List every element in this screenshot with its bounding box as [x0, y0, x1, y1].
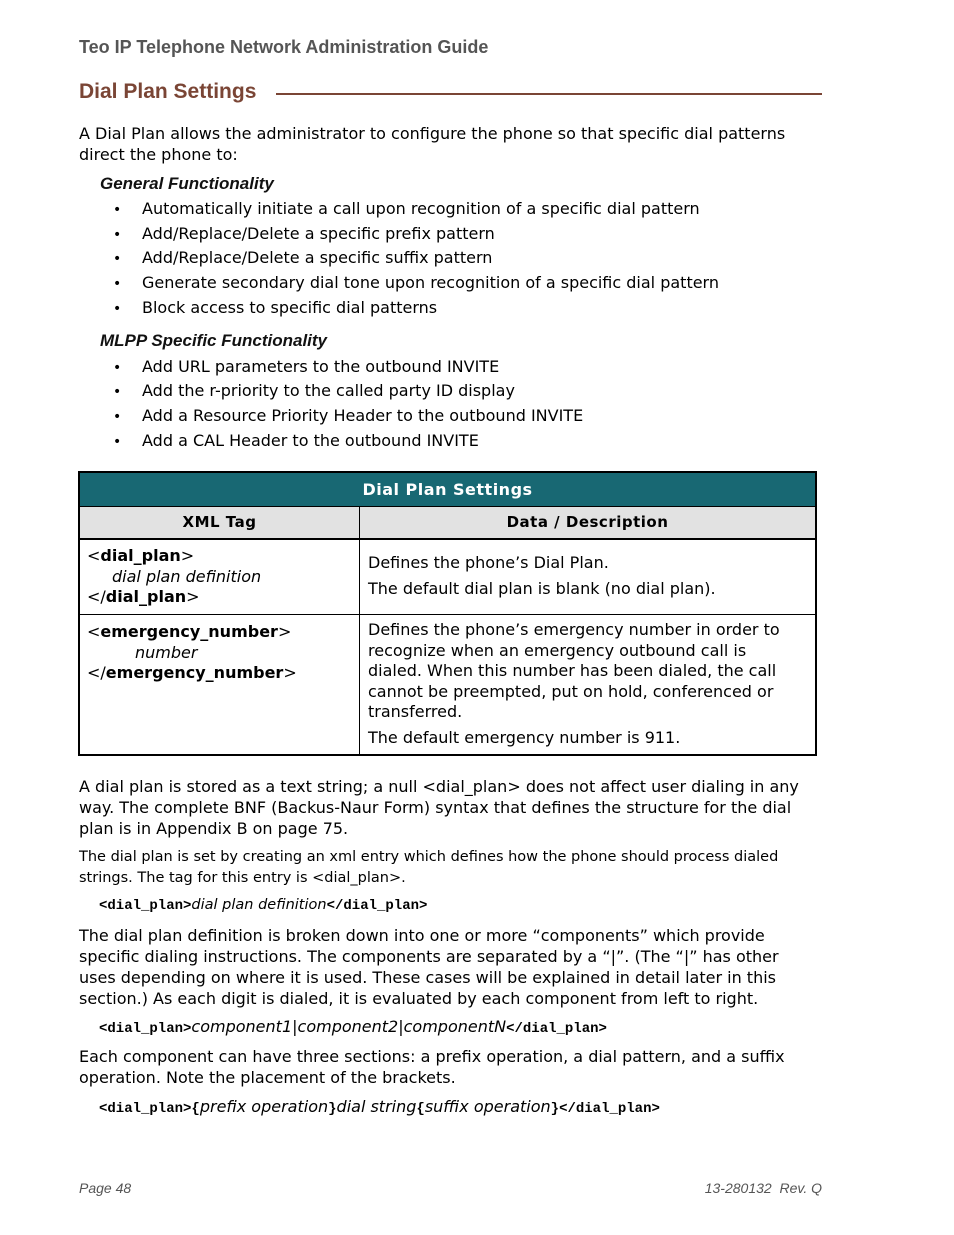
table-divider — [80, 506, 815, 507]
document-header: Teo IP Telephone Network Administration Guide — [79, 37, 489, 57]
bullet-icon: • — [113, 202, 122, 218]
list-item: • Add/Replace/Delete a specific prefix pattern — [113, 224, 495, 243]
mlpp-functionality-heading: MLPP Specific Functionality — [100, 331, 328, 350]
list-item: • Add a CAL Header to the outbound INVITE — [113, 431, 479, 450]
list-item: • Add/Replace/Delete a specific suffix pattern — [113, 248, 493, 267]
intro-line: direct the phone to: — [79, 145, 238, 164]
table-row-2-description: Defines the phone’s emergency number in order to recognize when an emergency outbound call is dialed. When this number has been dialed, the call cannot be preempted, put on hold, conferenced or transferred. The default emergency number is 911. — [368, 620, 780, 747]
page-number: Page 48 — [79, 1180, 132, 1196]
code-example-1: <dial_plan>dial plan definition</dial_plan> — [99, 897, 428, 914]
code-example-3: <dial_plan>{prefix operation}dial string{suffix operation}</dial_plan> — [99, 1097, 660, 1117]
document-revision: 13-280132 Rev. Q — [704, 1180, 822, 1196]
bullet-icon: • — [113, 276, 122, 292]
column-header-data-description: Data / Description — [360, 506, 815, 538]
intro-paragraph — [79, 123, 785, 165]
table-title: Dial Plan Settings — [80, 473, 815, 506]
table-row-1-tag: <dial_plan> dial plan definition </dial_plan> — [87, 546, 262, 606]
column-header-xml-tag: XML Tag — [80, 506, 359, 538]
bullet-icon: • — [113, 227, 122, 243]
intro-line: A Dial Plan allows the administrator to configure the phone so that specific dial patterns — [79, 124, 786, 143]
table-divider — [80, 614, 815, 615]
list-item: • Automatically initiate a call upon recognition of a specific dial pattern — [113, 199, 700, 218]
section-title: Dial Plan Settings — [79, 80, 257, 103]
bullet-icon: • — [113, 360, 122, 376]
bullet-icon: • — [113, 434, 122, 450]
bullet-icon: • — [113, 301, 122, 317]
general-functionality-heading: General Functionality — [100, 174, 274, 193]
xml-entry-paragraph: The dial plan is set by creating an xml entry which defines how the phone should process dialed strings. The tag for this entry is <dial_plan>. — [79, 849, 779, 886]
list-item: • Generate secondary dial tone upon recognition of a specific dial pattern — [113, 273, 719, 292]
section-title-rule — [276, 93, 822, 95]
bullet-icon: • — [113, 251, 122, 267]
list-item: • Add the r-priority to the called party ID display — [113, 381, 515, 400]
table-column-divider — [359, 506, 360, 756]
list-item: • Block access to specific dial patterns — [113, 298, 438, 317]
bullet-icon: • — [113, 384, 122, 400]
bullet-icon: • — [113, 409, 122, 425]
table-divider — [80, 538, 815, 540]
list-item: • Add a Resource Priority Header to the outbound INVITE — [113, 406, 584, 425]
table-row-2-tag: <emergency_number> number </emergency_number> — [87, 622, 297, 682]
dial-plan-settings-table — [78, 471, 817, 756]
table-row-1-description: Defines the phone’s Dial Plan. The default dial plan is blank (no dial plan). — [368, 553, 716, 598]
list-item: • Add URL parameters to the outbound INVITE — [113, 357, 500, 376]
code-example-2: <dial_plan>component1|component2|componentN</dial_plan> — [99, 1017, 607, 1037]
sections-paragraph: Each component can have three sections: a prefix operation, a dial pattern, and a suffix operation. Note the placement of the brackets. — [79, 1047, 785, 1087]
components-paragraph: The dial plan definition is broken down into one or more “components” which provide specific dialing instructions. The components are separated by a “|”. (The “|” has other uses depending on where it is used. These cases will be explained in detail later in this section.) As each digit is dialed, it is evaluated by each component from left to right. — [79, 926, 779, 1008]
bnf-paragraph: A dial plan is stored as a text string; a null <dial_plan> does not affect user dialing in any way. The complete BNF (Backus-Naur Form) syntax that defines the structure for the dial plan is in Appendix B on page 75. — [79, 777, 799, 838]
